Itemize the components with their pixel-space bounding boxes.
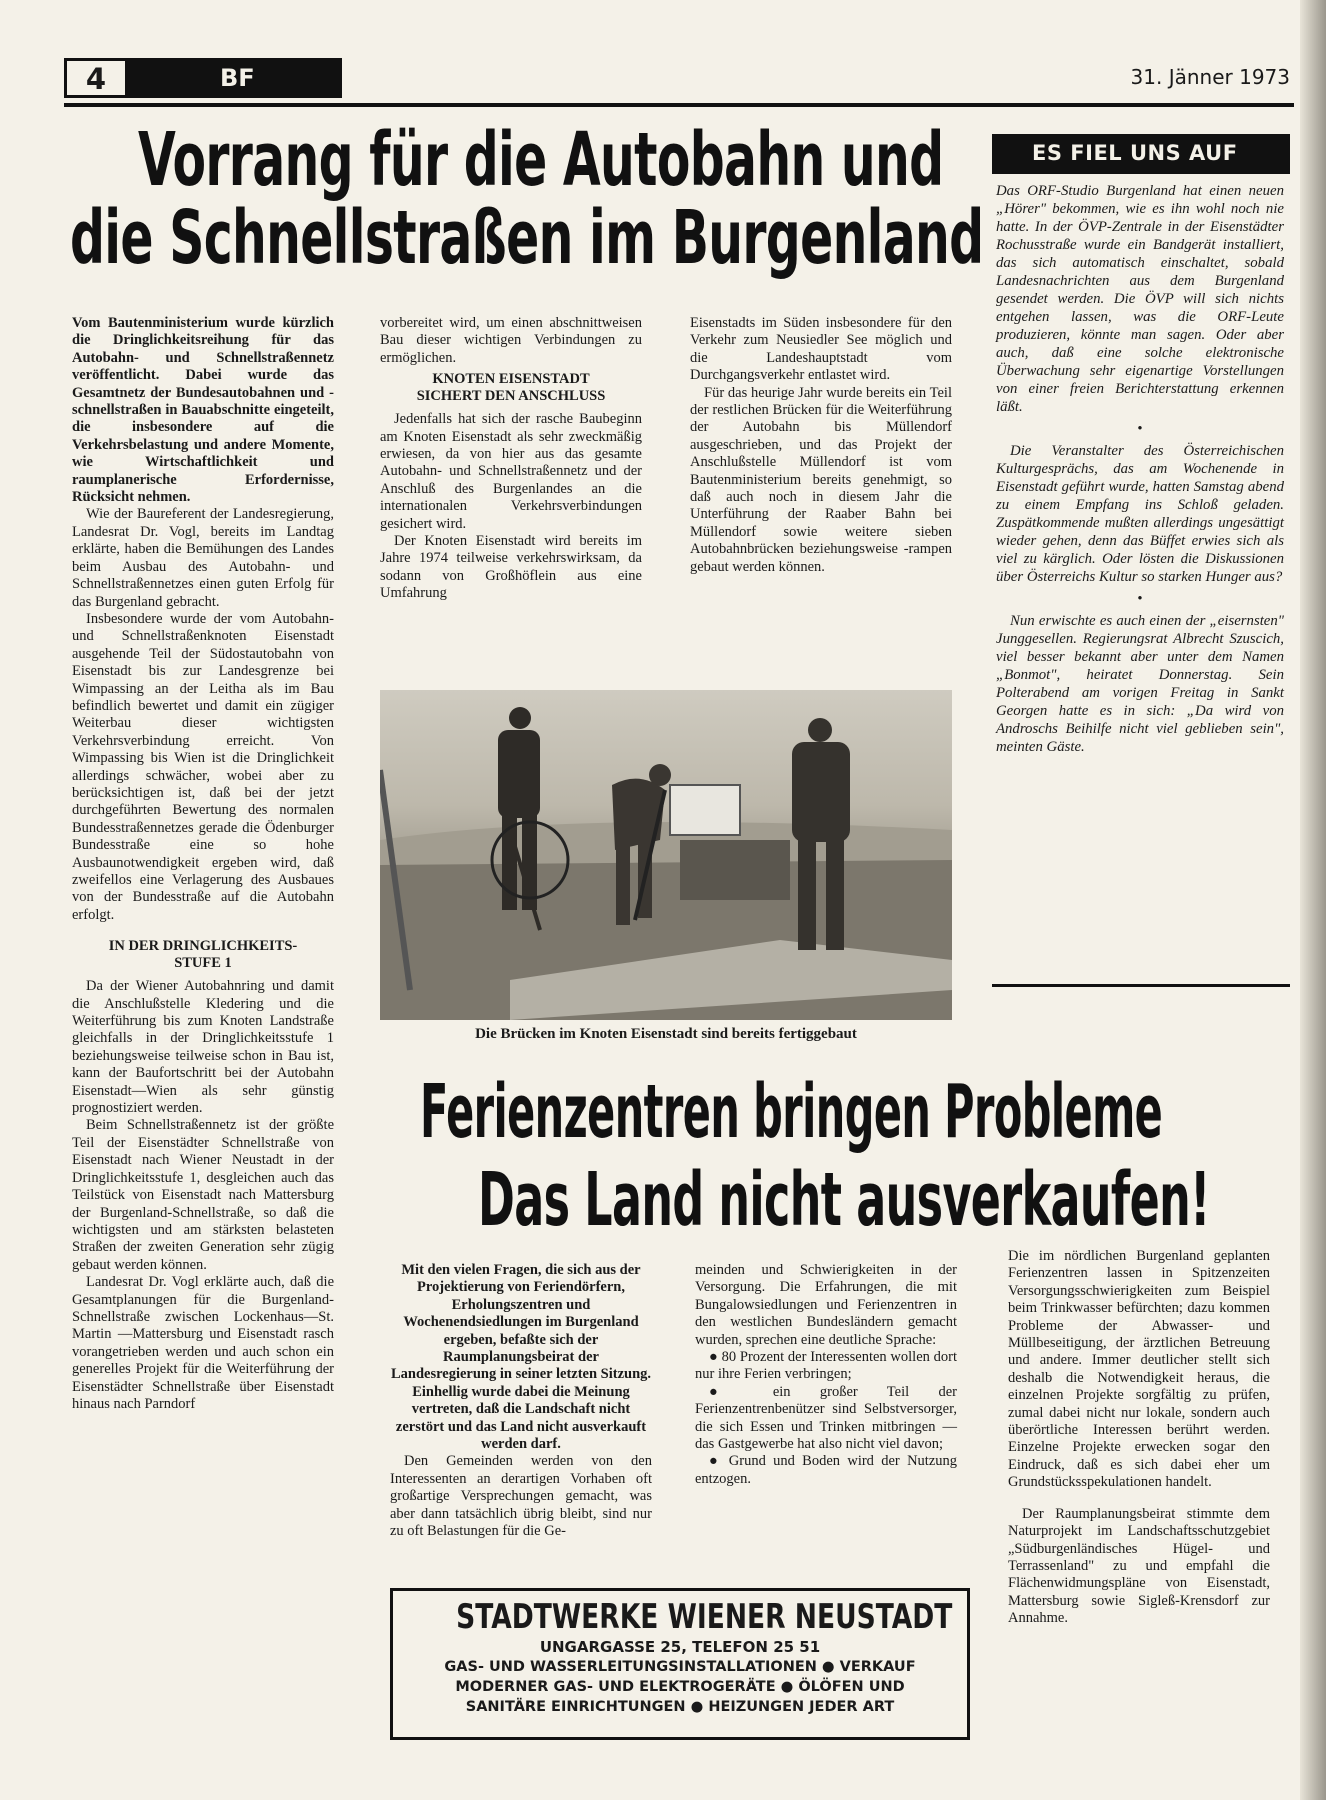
advertiser-address: UNGARGASSE 25, TELEFON 25 51 <box>539 1638 821 1656</box>
bullet-item: ● 80 Prozent der Interessenten wollen dort nur ihre Ferien verbringen; <box>695 1349 957 1384</box>
body-paragraph: Insbesondere wurde der vom Autobahn- und Schnellstraßenknoten Eisenstadt ausgehende Teil der Südostautobahn von Eisenstadt bis zur Landesgrenze bei Wimpassing an der Leitha als im Bau befindlich bewertet und damit ein zügiger Weiterbau dieser wichtigsten Verkehrsverbindung erreicht. Von Wimpassing bis Wien ist die Dringlichkeit allerdings schwächer, wobei aber zu berücksichtigen ist, daß bei der jetzt durchgeführten Bewertung des normalen Bundesstraßennetzes gerade die Ödenburger Bundesstraße eine so hohe Ausbaunotwendigkeit ergeben wird, daß zweifellos eine Verlagerung des Ausbaues von der Bundesstraße auf die Autobahn erfolgt. <box>72 610 334 923</box>
ad-line: GAS- UND WASSERLEITUNGSINSTALLATIONEN ● VERKAUF <box>444 1659 916 1675</box>
lead-headline-line1: Vorrang für die Autobahn und <box>138 117 944 203</box>
body-paragraph: Der Knoten Eisenstadt wird bereits im Jahre 1974 teilweise verkehrswirksam, da sodann von Großhöflein aus eine Umfahrung <box>380 533 642 602</box>
sidebar-item: Nun erwischte es auch einen der „eisernsten" Junggesellen. Regierungsrat Albrecht Szuscich, viel besser bekannt aber unter dem Namen „Bonmot", heiratet Donnerstag. Sein Polterabend am vorigen Freitag in Sankt Georgen hatte es in sich: „Da wird von Androschs Beihilfe nicht viel geblieben sein", meinten Gäste. <box>996 613 1284 755</box>
second-article-col2 <box>695 1262 957 1488</box>
sidebar-item: Die Veranstalter des Österreichischen Kulturgesprächs, das am Wochenende in Eisenstadt geführt wurde, hatten Samstag abend zu einem Empfang ins Schloß geladen. Zuspätkommende mußten allerdings ungesättigt wieder gehen, denn das Büffet erwies sich als viel zu kärglich. Oder lösten die Diskussionen über Österreichs Kultur so starken Hunger aus? <box>996 443 1284 585</box>
body-paragraph: vorbereitet wird, um einen abschnittweisen Bau dieser wichtigen Verbindungen zu ermöglichen. <box>380 315 642 366</box>
body-paragraph: Der Raumplanungsbeirat stimmte dem Naturprojekt im Landschaftsschutzgebiet „Südburgenländisches Hügel- und Terrassenland" zu und empfahl die Flächenwidmungspläne von Eisenstadt, Mattersburg sowie Sigleß-Krensdorf zur Annahme. <box>1008 1505 1270 1627</box>
lead-article-col2 <box>380 315 642 603</box>
advertisement-box <box>390 1588 970 1740</box>
body-paragraph: meinden und Schwierigkeiten in der Versorgung. Die Erfahrungen, die mit Bungalowsiedlungen und Ferienzentren in den westlichen Bundesländern gemacht wurden, sprechen eine deutliche Sprache: <box>695 1262 957 1348</box>
ad-line: MODERNER GAS- UND ELEKTROGERÄTE ● ÖLÖFEN UND <box>455 1679 905 1695</box>
lead-headline-line2: die Schnellstraßen im Burgenland <box>70 195 984 281</box>
page-number: 4 <box>85 62 107 96</box>
subheading: KNOTEN EISENSTADT SICHERT DEN ANSCHLUSS <box>416 371 606 405</box>
sidebar-title: ES FIEL UNS AUF <box>1032 141 1238 165</box>
body-paragraph: Jedenfalls hat sich der rasche Baubeginn am Knoten Eisenstadt als sehr zweckmäßig erwiesen, da von hier aus das gesamte Autobahn- und Schnellstraßennetz und der Anschluß des Burgenlandes an die internationalen Verkehrsverbindungen gesichert wird. <box>380 411 642 532</box>
body-paragraph: Beim Schnellstraßennetz ist der größte Teil der Eisenstädter Schnellstraße von Eisenstadt nach Wiener Neustadt in der Dringlichkeitsstufe 1, desgleichen auch das Teilstück von Eisenstadt nach Mattersburg der Burgenland-Schnellstraße, so daß die wichtigsten und am stärksten belasteten Straßen der zweiten Generation sehr zügig gebaut werden können. <box>72 1117 334 1273</box>
lead-paragraph: Vom Bautenministerium wurde kürzlich die Dringlichkeitsreihung für das Autobahn- und Schnellstraßennetz veröffentlicht. Dabei wurde das Gesamtnetz der Bundesautobahnen und -schnellstraßen in Bauabschnitte eingeteilt, die insbesondere auf die Verkehrsbelastung und andere Momente, wie Wirtschaftlichkeit und raumplanerische Erfordernisse, Rücksicht nehmen. <box>72 315 334 506</box>
ad-line: SANITÄRE EINRICHTUNGEN ● HEIZUNGEN JEDER ART <box>465 1699 895 1715</box>
construction-photo <box>380 690 952 1020</box>
second-article-col1 <box>390 1262 652 1541</box>
sidebar-item: Das ORF-Studio Burgenland hat einen neuen „Hörer" bekommen, wie es ihn wohl noch nie hatte. In der ÖVP-Zentrale in der Eisenstädter Rochusstraße wurde ein Bandgerät installiert, das sich automatisch einschaltet, sobald Landesnachrichten aus dem Burgenland gesendet werden. Die ÖVP will sich nichts entgehen lassen, was die ORF-Leute produzieren, könnte man sagen. Oder aber auch, daß eine solche elektronische Überwachung sehr eigenartige Vorstellungen von einer freien Berichterstattung erkennen läßt. <box>996 183 1284 415</box>
section-label: BF <box>220 64 255 92</box>
body-paragraph: Eisenstadts im Süden insbesondere für den Verkehr zum Neusiedler See möglich und die Landeshauptstadt vom Durchgangsverkehr entlastet wird. <box>690 315 952 384</box>
lead-paragraph: Mit den vielen Fragen, die sich aus der Projektierung von Feriendörfern, Erholungszentren und Wochenendsiedlungen im Burgenland ergeben, befaßte sich der Raumplanungsbeirat der Landesregierung in seiner letzten Sitzung. Einhellig wurde dabei die Meinung vertreten, daß die Landschaft nicht zerstört und das Land nicht ausverkauft werden darf. <box>390 1262 652 1453</box>
page-header <box>64 56 1300 106</box>
sidebar-body <box>996 182 1284 756</box>
lead-article-col3 <box>690 315 952 576</box>
second-headline-line1: Ferienzentren bringen Probleme <box>420 1069 1163 1155</box>
section-bar <box>128 58 342 98</box>
header-rule <box>64 103 1294 107</box>
sidebar-title-bar <box>992 134 1290 174</box>
paper-edge <box>1300 0 1326 1800</box>
subheading: IN DER DRINGLICHKEITS-STUFE 1 <box>108 938 298 972</box>
body-paragraph: Für das heurige Jahr wurde bereits ein Teil der restlichen Brücken für die Weiterführung der Autobahn bis Müllendorf ausgeschrieben, und das Projekt der Anschlußstelle Müllendorf ist vom Bautenministerium bereits genehmigt, so daß auch noch in diesem Jahr die Unterführung der Raaber Bahn bei Müllendorf sowie weitere sieben Autobahnbrücken beziehungsweise -rampen gebaut werden können. <box>690 384 952 575</box>
separator-dot: • <box>1137 591 1143 607</box>
photo-caption: Die Brücken im Knoten Eisenstadt sind bereits fertiggebaut <box>475 1026 857 1042</box>
second-article-col3 <box>1008 1248 1270 1628</box>
issue-date: 31. Jänner 1973 <box>1130 65 1290 89</box>
page-number-box <box>64 58 128 98</box>
body-paragraph: Landesrat Dr. Vogl erklärte auch, daß die Gesamtplanungen für die Burgenland-Schnellstraße zwischen Lockenhaus—St. Martin —Mattersburg und Eisenstadt rasch vorangetrieben werden und auch schon ein generelles Projekt für die Weiterführung der Eisenstädter Schnellstraße über Eisenstadt hinaus nach Parndorf <box>72 1274 334 1412</box>
photo-illustration <box>380 690 952 1020</box>
body-paragraph: Wie der Baureferent der Landesregierung, Landesrat Dr. Vogl, bereits im Landtag erklärte, haben die Bemühungen des Landes beim Ausbau des Autobahn- und Schnellstraßennetzes einen guten Erfolg für das Burgenland gebracht. <box>72 506 334 610</box>
bullet-item: ● Grund und Boden wird der Nutzung entzogen. <box>695 1453 957 1488</box>
advertiser-name: STADTWERKE WIENER NEUSTADT <box>456 1597 953 1637</box>
bullet-item: ● ein großer Teil der Ferienzentrenbenützer sind Selbstversorger, die sich Essen und Trinken mitbringen — das Gastgewerbe hat also nicht viel davon; <box>695 1384 957 1454</box>
sidebar-box <box>992 134 1290 987</box>
separator-dot: • <box>1137 421 1143 437</box>
body-paragraph: Da der Wiener Autobahnring und damit die Anschlußstelle Kledering und die Weiterführung bis zum Knoten Landstraße gleichfalls in der Dringlichkeitsstufe 1 beziehungsweise teilweise schon in Bau ist, kann der Baufortschritt bei der Autobahn Eisenstadt—Wien als sehr günstig prognostiziert werden. <box>72 978 334 1117</box>
body-paragraph: Den Gemeinden werden von den Interessenten an derartigen Vorhaben oft großartige Versprechungen gemacht, was aber dann tatsächlich übrig bleibt, sind nur zu oft Belastungen für die Ge- <box>390 1453 652 1540</box>
lead-article-col1 <box>72 315 334 1413</box>
body-paragraph: Die im nördlichen Burgenland geplanten Ferienzentren lassen in Spitzenzeiten Versorgungsschwierigkeiten zum Beispiel beim Trinkwasser befürchten; dazu kommen Probleme der Abwasser- und Müllbeseitigung, der ärztlichen Betreuung und andere. Immer deutlicher stellt sich deshalb die Notwendigkeit heraus, die einzelnen Projekte sorgfältig zu prüfen, zumal dabei nicht nur lokale, sondern auch überörtliche Interessen berührt werden. Einzelne Projekte erwecken sogar den Eindruck, daß es sich dabei eher um Grundstücksspekulationen handelt. <box>1008 1248 1270 1491</box>
second-headline-line2: Das Land nicht ausverkaufen! <box>478 1157 1210 1243</box>
